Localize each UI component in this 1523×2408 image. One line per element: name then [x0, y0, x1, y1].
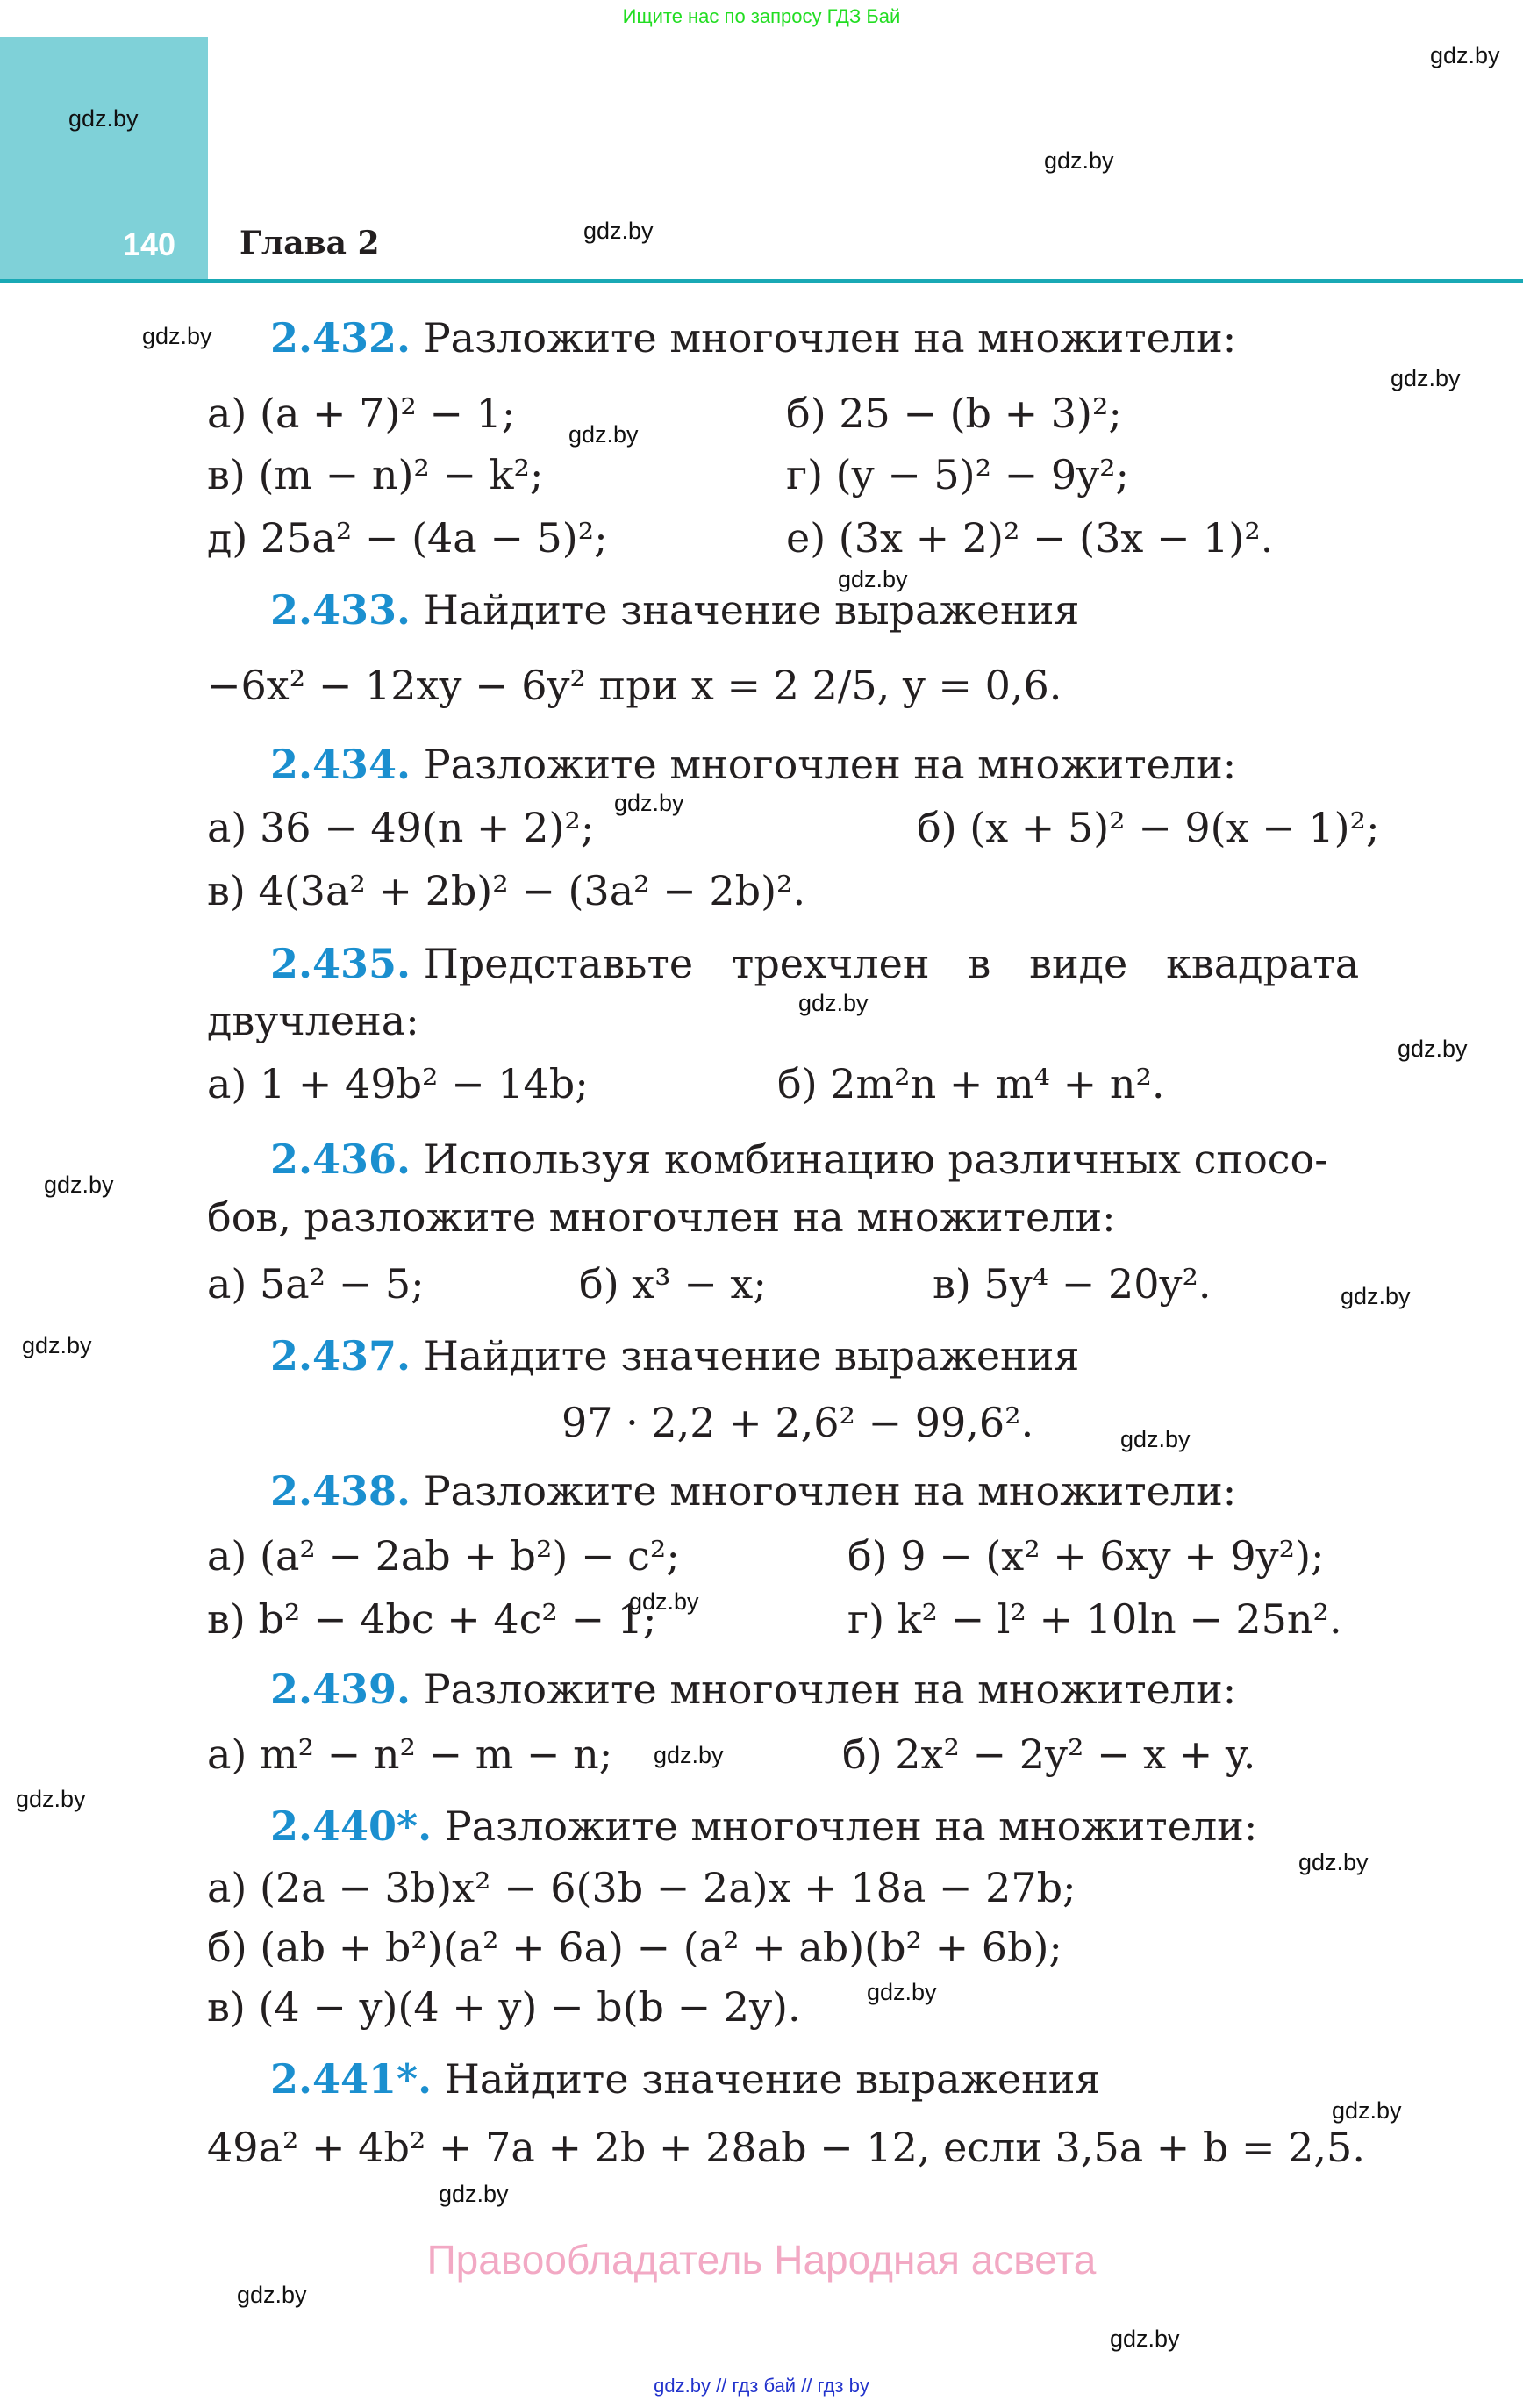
- watermark: gdz.by: [1110, 2326, 1180, 2352]
- answer-item: б) (ab + b²)(a² + 6a) − (a² + ab)(b² + 6b);: [207, 1924, 1062, 1971]
- watermark: gdz.by: [439, 2181, 509, 2207]
- problem-number: 2.435.: [270, 940, 411, 987]
- problem-title: Найдите значение выражения: [423, 586, 1080, 634]
- watermark: gdz.by: [237, 2282, 307, 2308]
- expression: 49a² + 4b² + 7a + 2b + 28ab − 12, если 3,5a + b = 2,5.: [207, 2124, 1365, 2171]
- problem-number: 2.440*.: [270, 1802, 433, 1850]
- answer-item: г) (y − 5)² − 9y²;: [786, 451, 1130, 498]
- problem-2-435-heading: [270, 940, 1360, 987]
- chapter-title: Глава 2: [240, 225, 380, 262]
- top-search-note: Ищите нас по запросу ГДЗ Бай: [622, 5, 901, 27]
- header-rule: [0, 279, 1523, 283]
- watermark: gdz.by: [1332, 2097, 1402, 2124]
- problem-2-436-heading: [270, 1136, 1328, 1183]
- problem-title: Разложите многочлен на множители:: [423, 1467, 1237, 1515]
- answer-item: б) 9 − (x² + 6xy + 9y²);: [847, 1532, 1325, 1580]
- watermark: gdz.by: [142, 323, 212, 349]
- watermark: gdz.by: [68, 105, 139, 132]
- answer-item: а) m² − n² − m − n;: [207, 1731, 613, 1778]
- problem-title: Используя комбинацию различных спосо-: [423, 1136, 1328, 1183]
- answer-item: б) 2x² − 2y² − x + y.: [842, 1731, 1256, 1778]
- answer-item: г) k² − l² + 10ln − 25n².: [847, 1595, 1342, 1643]
- problem-number: 2.437.: [270, 1332, 411, 1380]
- answer-item: а) (a² − 2ab + b²) − c²;: [207, 1532, 680, 1580]
- problem-title: Представьте трехчлен в виде квадрата: [423, 940, 1360, 987]
- expression: −6x² − 12xy − 6y² при x = 2 2/5, y = 0,6.: [207, 662, 1062, 709]
- answer-item: б) x³ − x;: [579, 1260, 767, 1308]
- watermark: gdz.by: [629, 1588, 699, 1615]
- answer-item: а) (a + 7)² − 1;: [207, 390, 516, 437]
- answer-item: е) (3x + 2)² − (3x − 1)².: [786, 514, 1274, 562]
- expression: 97 · 2,2 + 2,6² − 99,6².: [561, 1399, 1034, 1446]
- watermark: gdz.by: [583, 218, 654, 244]
- watermark: gdz.by: [798, 990, 869, 1016]
- problem-title: Разложите многочлен на множители:: [423, 314, 1237, 362]
- problem-2-433-heading: [270, 586, 1080, 634]
- answer-item: в) (4 − y)(4 + y) − b(b − 2y).: [207, 1983, 801, 2031]
- problem-number: 2.436.: [270, 1136, 411, 1183]
- watermark: gdz.by: [1391, 365, 1461, 391]
- problem-title: Разложите многочлен на множители:: [444, 1802, 1258, 1850]
- answer-item: б) 2m²n + m⁴ + n².: [777, 1060, 1165, 1107]
- watermark: gdz.by: [1120, 1426, 1191, 1452]
- page-number-tab: [0, 37, 208, 281]
- problem-title: Разложите многочлен на множители:: [423, 1666, 1237, 1713]
- problem-number: 2.441*.: [270, 2055, 433, 2103]
- answer-item: в) 4(3a² + 2b)² − (3a² − 2b)².: [207, 867, 806, 914]
- watermark: gdz.by: [1044, 147, 1114, 174]
- problem-2-432-heading: [270, 314, 1237, 362]
- answer-item: а) (2a − 3b)x² − 6(3b − 2a)x + 18a − 27b;: [207, 1864, 1076, 1911]
- answer-item: б) (x + 5)² − 9(x − 1)²;: [917, 804, 1380, 851]
- watermark: gdz.by: [1298, 1849, 1369, 1875]
- copyright-notice: Правообладатель Народная асвета: [426, 2237, 1097, 2283]
- answer-item: б) 25 − (b + 3)²;: [786, 390, 1122, 437]
- problem-number: 2.434.: [270, 741, 411, 788]
- problem-2-437-heading: [270, 1332, 1080, 1380]
- page-number: 140: [123, 226, 176, 262]
- answer-item: в) 5y⁴ − 20y².: [933, 1260, 1212, 1308]
- answer-item: а) 1 + 49b² − 14b;: [207, 1060, 589, 1107]
- answer-item: а) 5a² − 5;: [207, 1260, 425, 1308]
- watermark: gdz.by: [16, 1786, 86, 1812]
- problem-title: Найдите значение выражения: [444, 2055, 1101, 2103]
- watermark: gdz.by: [1341, 1283, 1411, 1309]
- problem-title-continued: двучлена:: [207, 997, 419, 1044]
- watermark: gdz.by: [614, 790, 684, 816]
- watermark: gdz.by: [654, 1742, 724, 1768]
- answer-item: д) 25a² − (4a − 5)²;: [207, 514, 608, 562]
- problem-number: 2.433.: [270, 586, 411, 634]
- problem-2-438-heading: [270, 1467, 1237, 1515]
- problem-2-441-heading: [270, 2055, 1101, 2103]
- footer-links[interactable]: gdz.by // гдз бай // гдз by: [654, 2375, 869, 2397]
- watermark: gdz.by: [838, 566, 908, 592]
- problem-2-440-heading: [270, 1802, 1258, 1850]
- problem-title: Разложите многочлен на множители:: [423, 741, 1237, 788]
- problem-title: Найдите значение выражения: [423, 1332, 1080, 1380]
- watermark: gdz.by: [22, 1332, 92, 1358]
- answer-item: в) b² − 4bc + 4c² − 1;: [207, 1595, 657, 1643]
- problem-number: 2.438.: [270, 1467, 411, 1515]
- answer-item: в) (m − n)² − k²;: [207, 451, 544, 498]
- problem-number: 2.432.: [270, 314, 411, 362]
- watermark: gdz.by: [1398, 1036, 1468, 1062]
- watermark: gdz.by: [867, 1979, 937, 2005]
- problem-2-434-heading: [270, 741, 1237, 788]
- watermark: gdz.by: [44, 1172, 114, 1198]
- watermark: gdz.by: [568, 421, 639, 448]
- watermark: gdz.by: [1430, 42, 1500, 68]
- problem-number: 2.439.: [270, 1666, 411, 1713]
- answer-item: а) 36 − 49(n + 2)²;: [207, 804, 595, 851]
- problem-title-continued: бов, разложите многочлен на множители:: [207, 1193, 1116, 1241]
- problem-2-439-heading: [270, 1666, 1237, 1713]
